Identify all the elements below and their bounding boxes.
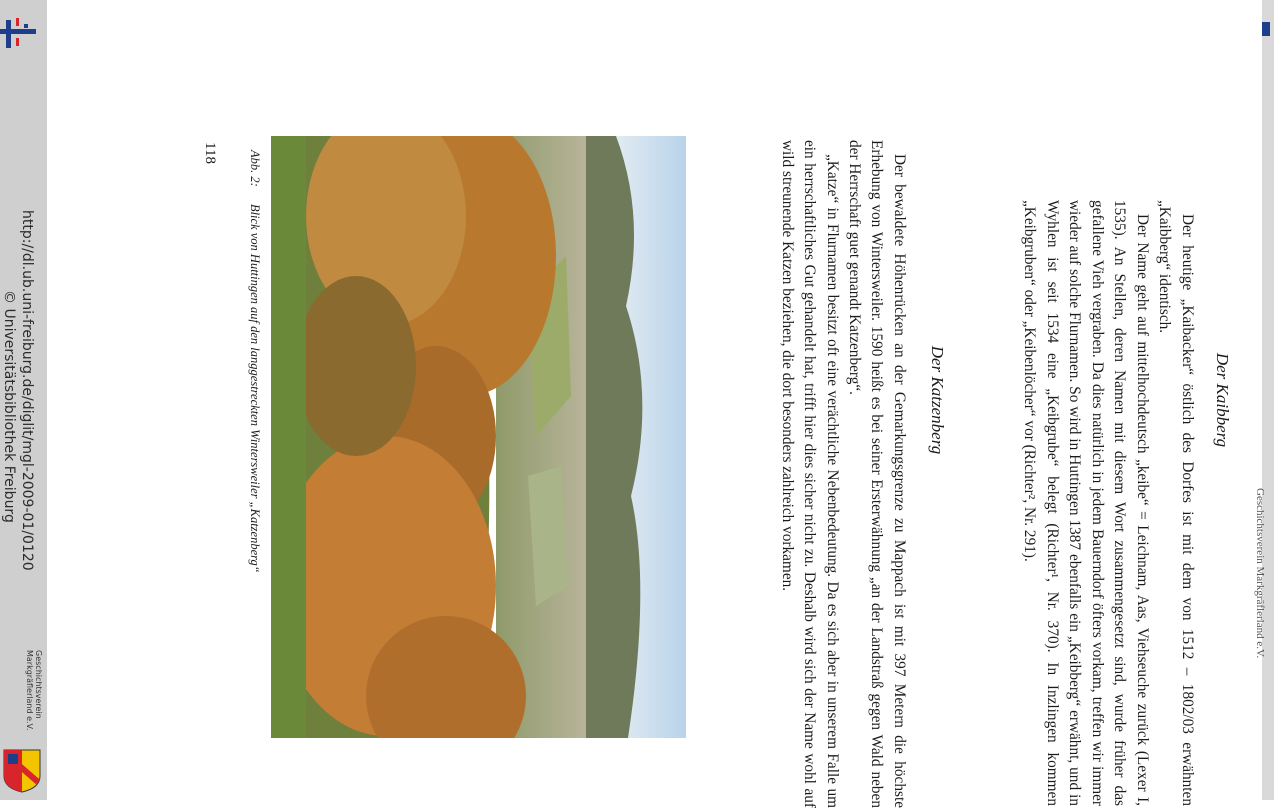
sidebar-text <box>0 0 47 800</box>
cut-top-text: Geschichtsverein Markgräflerland e.V. <box>1254 488 1266 659</box>
paragraph-katzenberg-1: Der bewaldete Höhenrücken an der Gemarkungsgrenze zu Mappach ist mit 397 Metern die höchste Erhebung von Wintersweiler. 1590 heißt es bei seiner Ersterwähnung „an der Landstraß gegen Wald neben der Herrschaft guet genandt Katzenberg“. <box>846 140 908 808</box>
copyright-notice: © Universitätsbibliothek Freiburg <box>1 290 17 523</box>
figure-caption <box>247 150 262 710</box>
landscape-photo <box>271 136 686 738</box>
page-number: 118 <box>202 142 218 164</box>
viewer-right-sidebar <box>1262 0 1274 800</box>
paragraph-kaibberg-2: Der Name geht auf mittelhochdeutsch „keibe“ = Leichnam, Aas, Viehseuche zurück (Lexer I, 1535). An Stellen, deren Namen mit diesem Wort zusammengesetzt sind, wurde früher das gefallene Vieh vergraben. Da dies natürlich in jedem Bauerndorf öfters vorkam, treffen wir immer wieder auf solche Flurnamen. So wird in Huttingen 1387 ebenfalls ein „Keibberg“ erwähnt, und in Wyhlen ist seit 1534 eine „Keibgrube“ belegt (Richter¹, Nr. 370). In Inzlingen kommen „Keibgruben“ oder „Keibenlöcher“ vor (Richter², Nr. 291). <box>1021 200 1151 806</box>
paragraph-katzenberg-2: „Katze“ in Flurnamen besitzt oft eine verächtliche Nebenbedeutung. Da es sich aber in unserem Falle um ein herrschaftliches Gut gehandelt hat, trifft hier dies sicher nicht zu. Deshalb wird sich der Name wohl auf wild streunende Katzen beziehen, die dort besonders zahlreich vorkamen. <box>779 140 841 808</box>
publisher-name: Geschichtsverein Markgräflerland e.V. <box>25 650 43 731</box>
source-url[interactable]: http://dl.ub.uni-freiburg.de/diglit/mgl-2009-01/0120 <box>19 210 35 571</box>
scanned-page <box>47 0 1266 808</box>
paragraph-kaibberg-1: Der heutige „Kaibacker“ östlich des Dorfes ist mit dem von 1512 – 1802/03 erwähnten „Kaibberg“ identisch. <box>1156 200 1196 806</box>
right-edge-marker <box>1262 22 1270 36</box>
heading-katzenberg: Der Katzenberg <box>928 345 947 455</box>
page-content <box>47 0 1266 808</box>
heading-kaibberg: Der Kaibberg <box>1213 352 1232 448</box>
figure-caption-text: Blick von Huttingen auf den langgestreckten Wintersweiler „Katzenberg“ <box>248 203 262 573</box>
figure-label: Abb. 2: <box>248 150 262 187</box>
